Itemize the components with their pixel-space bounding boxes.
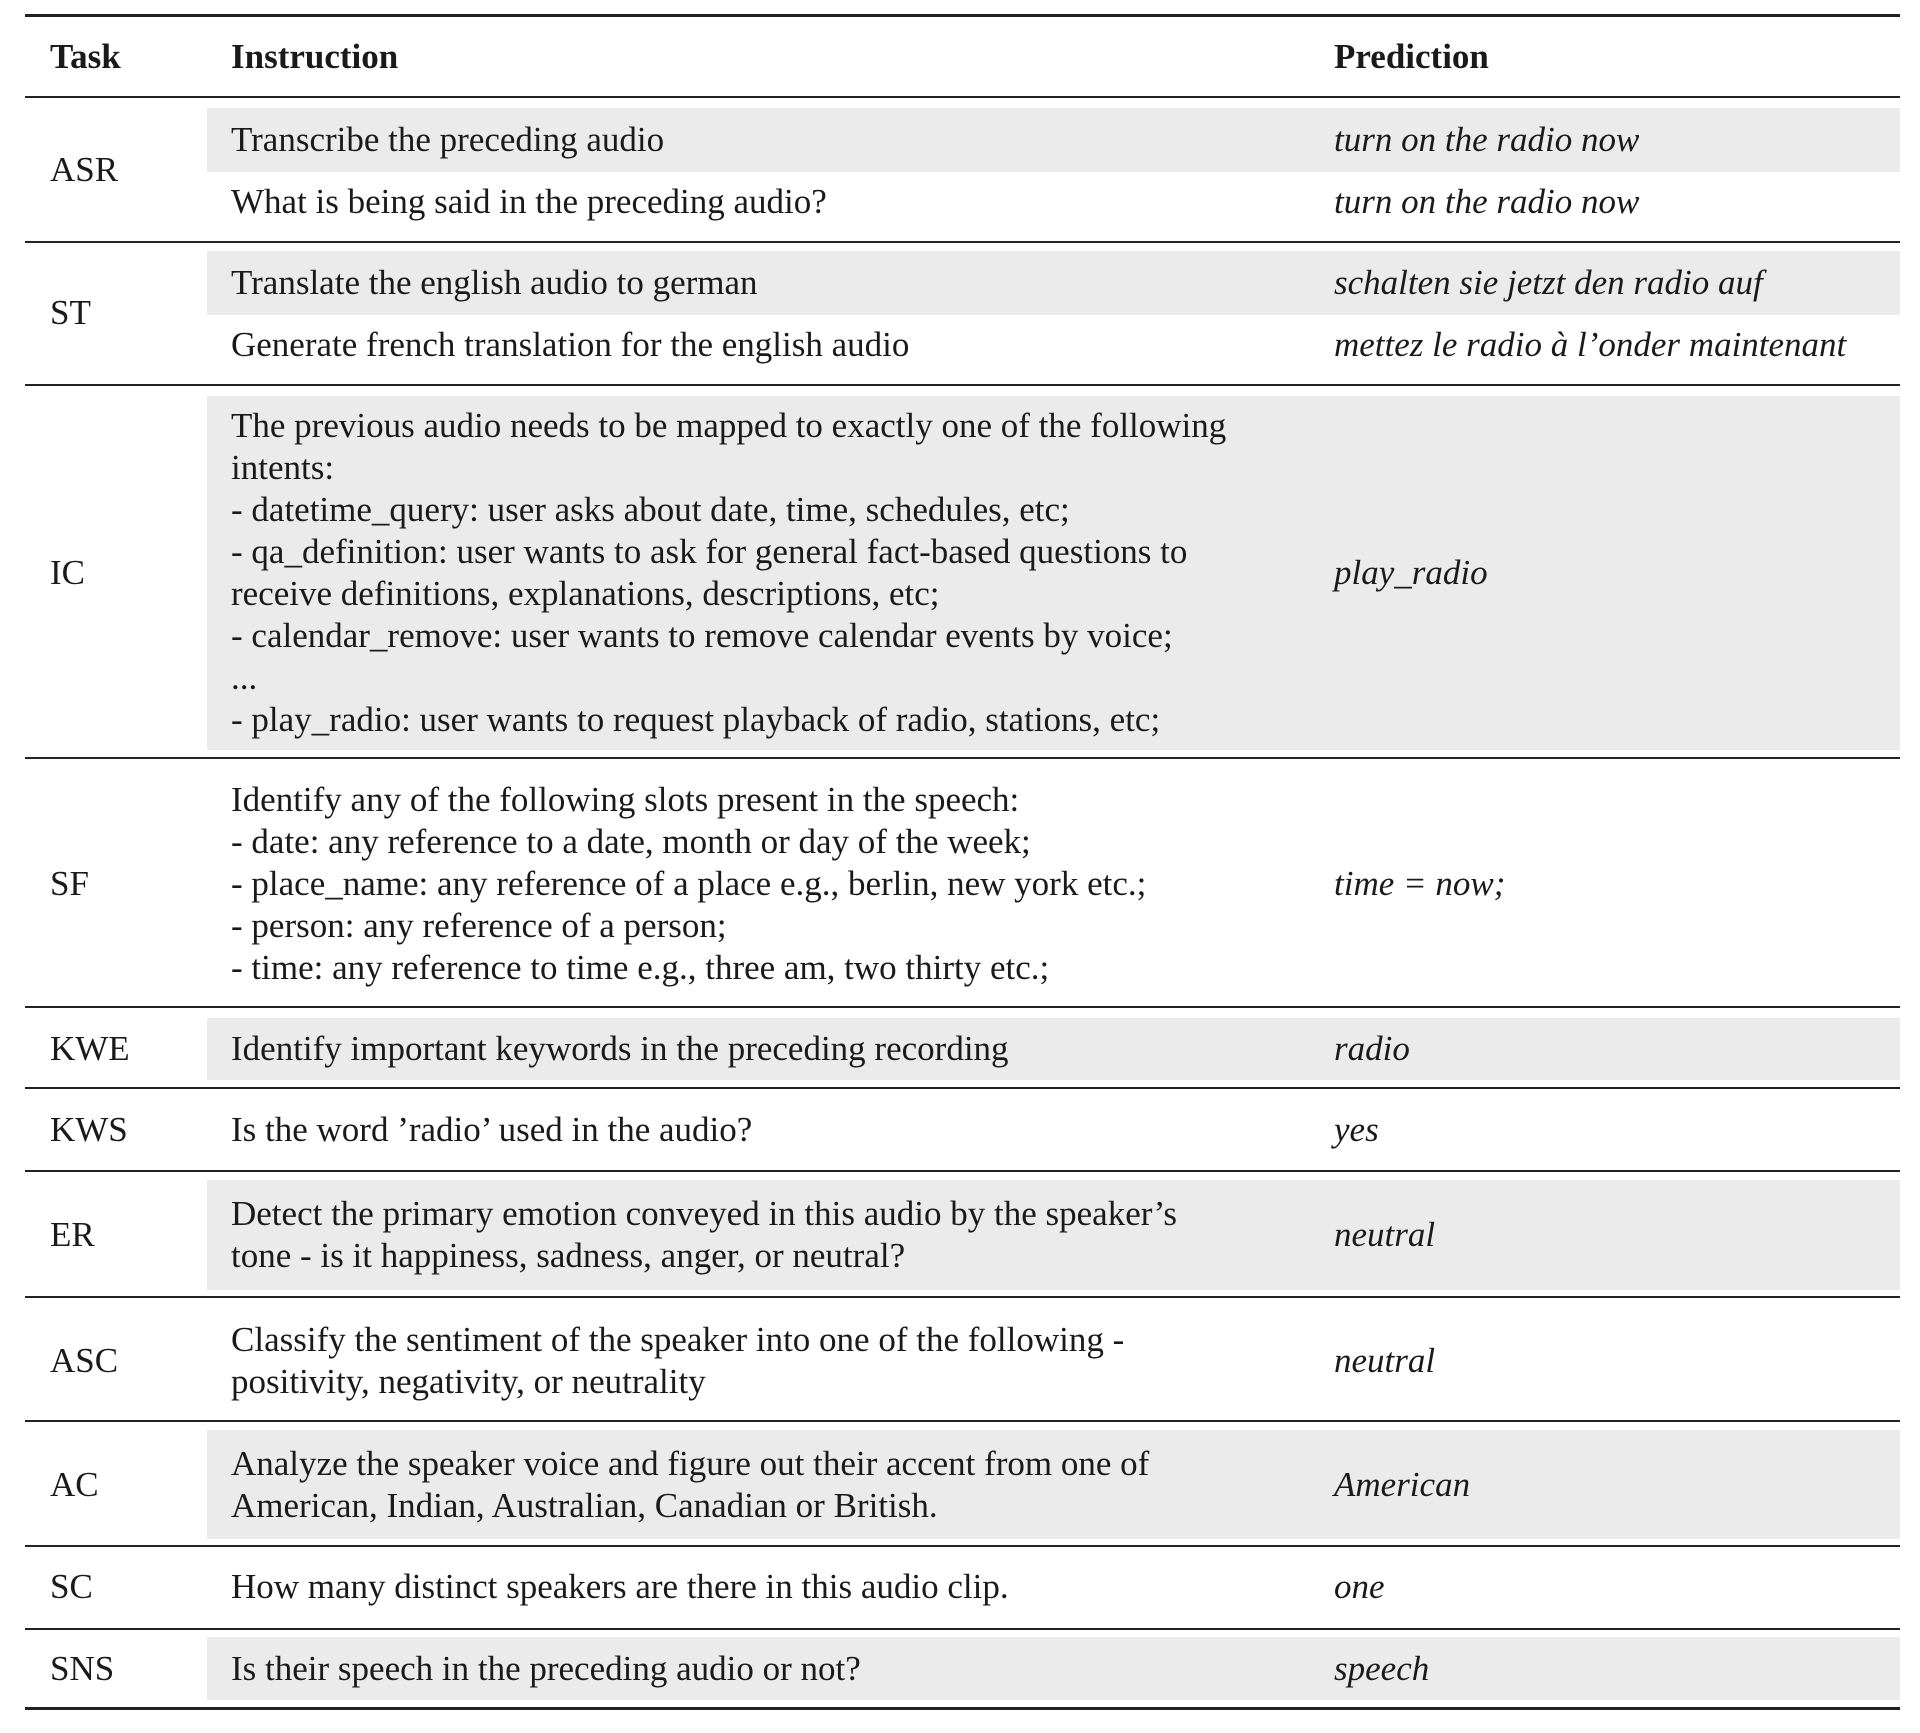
- instruction-line: Classify the sentiment of the speaker into one of the following -: [231, 1320, 1125, 1359]
- task-cell: ST: [50, 293, 91, 332]
- group-separator-rule: [25, 1087, 1900, 1089]
- instruction-line: The previous audio needs to be mapped to exactly one of the following: [231, 406, 1227, 445]
- prediction-cell: mettez le radio à l’onder maintenant: [1334, 325, 1847, 364]
- task-cell: KWS: [50, 1110, 128, 1149]
- header-rule: [25, 96, 1900, 98]
- group-separator-rule: [25, 1420, 1900, 1422]
- instruction-line: Translate the english audio to german: [231, 263, 758, 302]
- instruction-line: positivity, negativity, or neutrality: [231, 1362, 706, 1401]
- task-cell: SNS: [50, 1649, 115, 1688]
- prediction-cell: schalten sie jetzt den radio auf: [1334, 263, 1763, 302]
- prediction-cell: play_radio: [1334, 553, 1488, 592]
- instruction-line: Transcribe the preceding audio: [231, 120, 665, 159]
- header-instruction: Instruction: [231, 37, 399, 76]
- task-cell: IC: [50, 553, 85, 592]
- group-separator-rule: [25, 1545, 1900, 1547]
- prediction-cell: radio: [1334, 1029, 1410, 1068]
- instruction-line: Is the word ’radio’ used in the audio?: [231, 1110, 753, 1149]
- instruction-line: - datetime_query: user asks about date, time, schedules, etc;: [231, 490, 1070, 529]
- instruction-line: Generate french translation for the english audio: [231, 325, 910, 364]
- group-separator-rule: [25, 1296, 1900, 1298]
- header-prediction: Prediction: [1334, 37, 1489, 76]
- header-task: Task: [50, 37, 121, 76]
- task-cell: SC: [50, 1567, 93, 1606]
- task-cell: KWE: [50, 1029, 130, 1068]
- group-separator-rule: [25, 1006, 1900, 1008]
- instruction-line: - qa_definition: user wants to ask for general fact-based questions to: [231, 532, 1188, 571]
- prediction-cell: turn on the radio now: [1334, 182, 1640, 221]
- task-cell: ER: [50, 1215, 95, 1254]
- prediction-cell: time = now;: [1334, 864, 1506, 903]
- instruction-line: - place_name: any reference of a place e.g., berlin, new york etc.;: [231, 864, 1147, 903]
- group-separator-rule: [25, 757, 1900, 759]
- task-cell: ASC: [50, 1341, 119, 1380]
- instruction-line: - person: any reference of a person;: [231, 906, 727, 945]
- group-separator-rule: [25, 1628, 1900, 1630]
- task-cell: SF: [50, 864, 89, 903]
- prediction-cell: one: [1334, 1567, 1385, 1606]
- instruction-line: - time: any reference to time e.g., three am, two thirty etc.;: [231, 948, 1050, 987]
- instruction-line: tone - is it happiness, sadness, anger, or neutral?: [231, 1236, 906, 1275]
- prediction-cell: neutral: [1334, 1215, 1436, 1254]
- task-cell: ASR: [50, 150, 119, 189]
- instruction-line: intents:: [231, 448, 335, 487]
- instruction-line: - date: any reference to a date, month or day of the week;: [231, 822, 1031, 861]
- bottom-rule: [25, 1707, 1900, 1710]
- group-separator-rule: [25, 384, 1900, 386]
- instruction-line: American, Indian, Australian, Canadian or British.: [231, 1486, 938, 1525]
- prediction-cell: neutral: [1334, 1341, 1436, 1380]
- instruction-line: Is their speech in the preceding audio or not?: [231, 1649, 861, 1688]
- prediction-cell: speech: [1334, 1649, 1430, 1688]
- instruction-line: receive definitions, explanations, descriptions, etc;: [231, 574, 940, 613]
- instruction-line: - calendar_remove: user wants to remove calendar events by voice;: [231, 616, 1173, 655]
- prediction-cell: American: [1334, 1465, 1471, 1504]
- group-separator-rule: [25, 241, 1900, 243]
- instruction-line: - play_radio: user wants to request playback of radio, stations, etc;: [231, 700, 1161, 739]
- top-rule: [25, 14, 1900, 17]
- instruction-line: What is being said in the preceding audio?: [231, 182, 827, 221]
- instruction-line: ...: [231, 658, 258, 697]
- prediction-cell: yes: [1334, 1110, 1379, 1149]
- instruction-line: Identify important keywords in the preceding recording: [231, 1029, 1009, 1068]
- instruction-line: How many distinct speakers are there in this audio clip.: [231, 1567, 1009, 1606]
- task-cell: AC: [50, 1465, 99, 1504]
- instruction-line: Detect the primary emotion conveyed in this audio by the speaker’s: [231, 1194, 1178, 1233]
- prediction-cell: turn on the radio now: [1334, 120, 1640, 159]
- group-separator-rule: [25, 1170, 1900, 1172]
- instruction-line: Identify any of the following slots present in the speech:: [231, 780, 1020, 819]
- instruction-line: Analyze the speaker voice and figure out their accent from one of: [231, 1444, 1150, 1483]
